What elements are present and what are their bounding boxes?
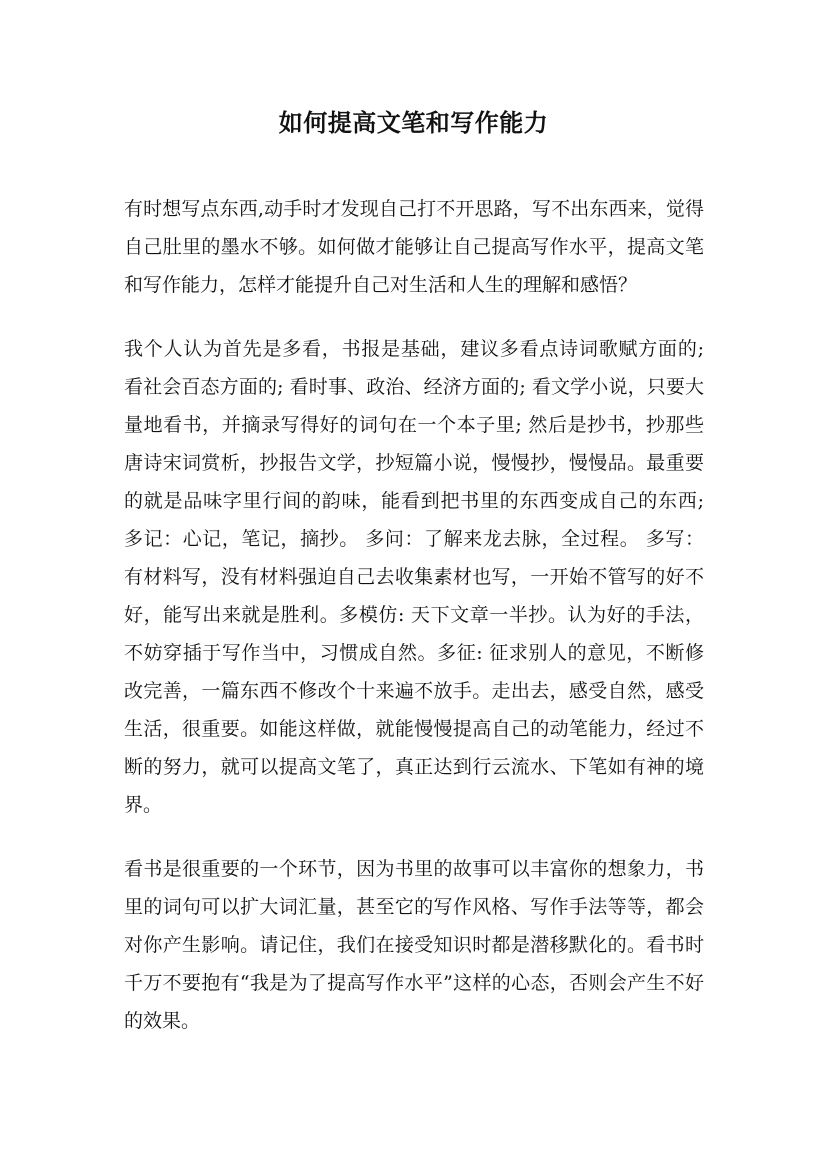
document-body xyxy=(124,190,704,1066)
paragraph-methods: 我个人认为首先是多看，书报是基础，建议多看点诗词歌赋方面的; 看社会百态方面的; 看时事、政治、经济方面的; 看文学小说，只要大量地看书，并摘录写得好的词句在一个本子里; 然后是抄书，抄那些唐诗宋词赏析，抄报告文学，抄短篇小说，慢慢抄，慢慢品。最重要的就是品味字里行间的韵味，能看到把书里的东西变成自己的东西; 多记：心记，笔记，摘抄。 多问：了解来龙去脉，全过程。 多写：有材料写，没有材料强迫自己去收集素材也写，一开始不管写的好不好，能写出来就是胜利。多模仿: 天下文章一半抄。认为好的手法，不妨穿插于写作当中，习惯成自然。多征: 征求别人的意见，不断修改完善，一篇东西不修改个十来遍不放手。走出去，感受自然，感受生活，很重要。如能这样做，就能慢慢提高自己的动笔能力，经过不断的努力，就可以提高文笔了，真正达到行云流水、下笔如有神的境界。 xyxy=(124,338,704,816)
paragraph-intro: 有时想写点东西,动手时才发现自己打不开思路，写不出东西来，觉得自己肚里的墨水不够。如何做才能够让自己提高写作水平，提高文笔和写作能力，怎样才能提升自己对生活和人生的理解和感悟？ xyxy=(124,198,704,296)
document-title: 如何提高文笔和写作能力 xyxy=(278,108,549,137)
paragraph-reading: 看书是很重要的一个环节，因为书里的故事可以丰富你的想象力，书里的词句可以扩大词汇量，甚至它的写作风格、写作手法等等，都会对你产生影响。请记住，我们在接受知识时都是潜移默化的。看书时千万不要抱有“我是为了提高写作水平”这样的心态，否则会产生不好的效果。 xyxy=(124,858,704,1032)
